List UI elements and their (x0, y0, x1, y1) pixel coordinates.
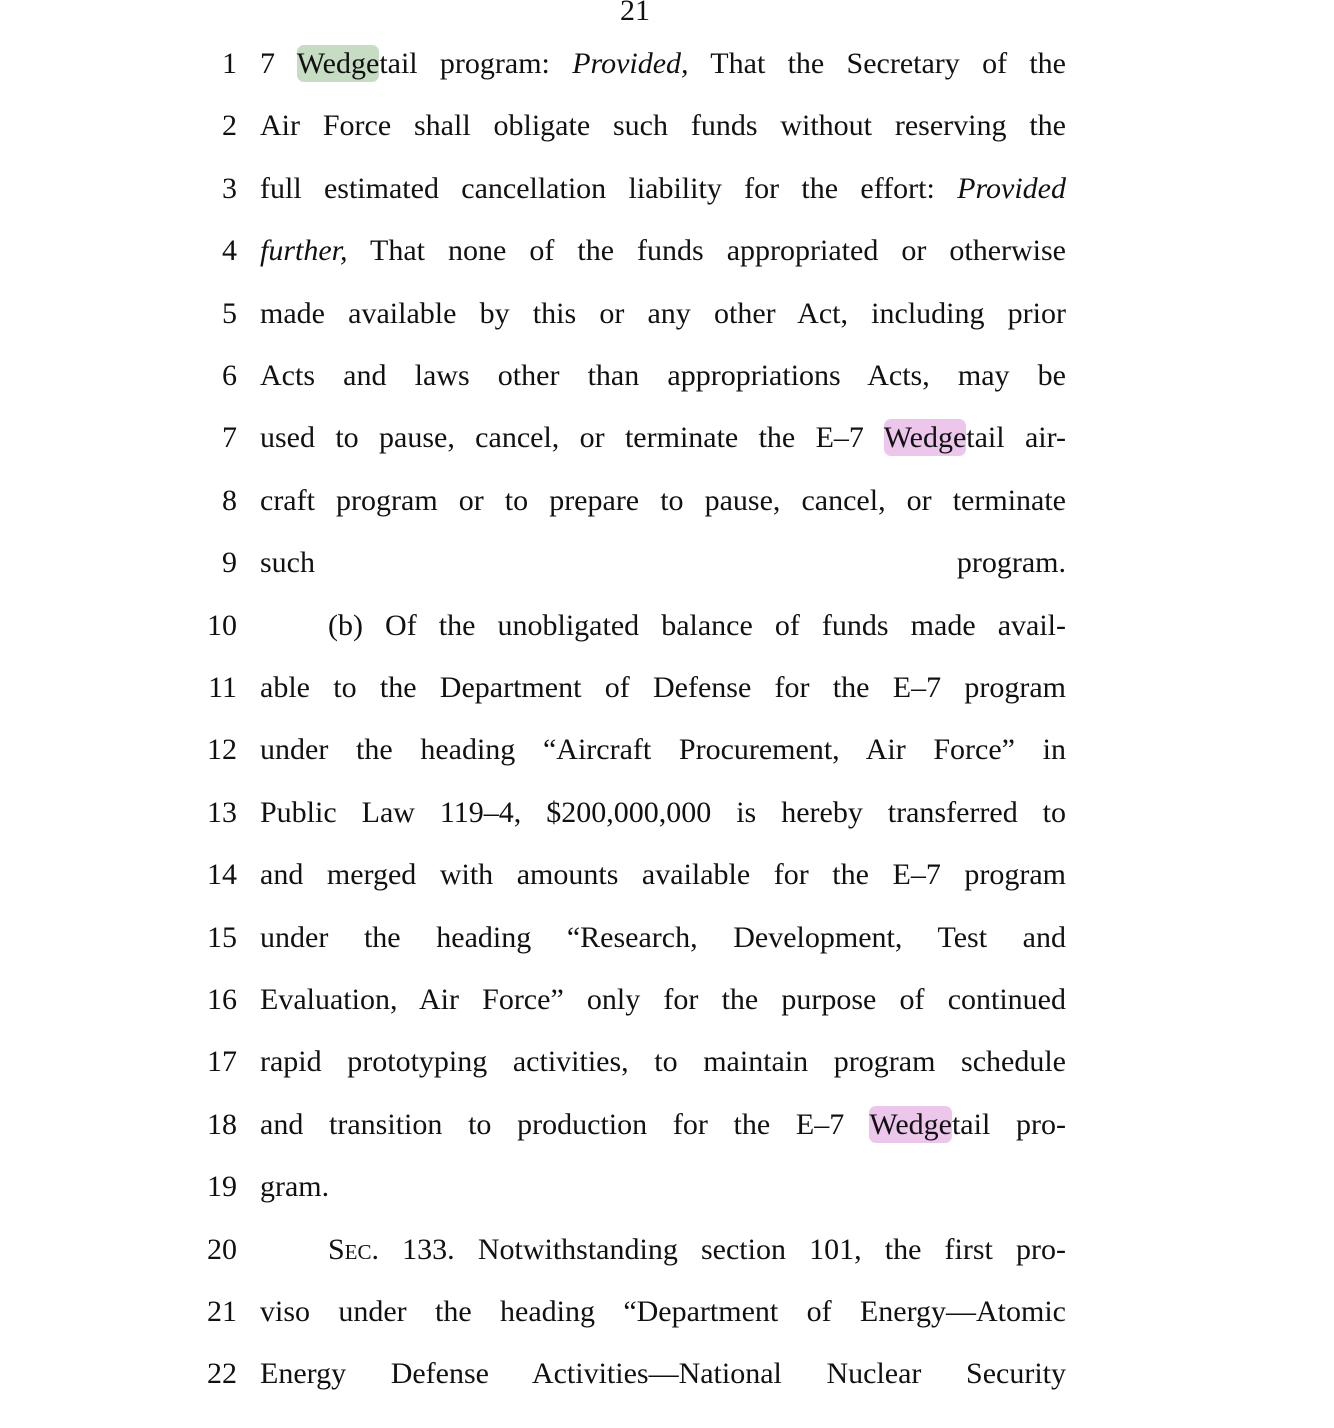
document-line (0, 481, 1334, 521)
line-text (260, 1105, 1066, 1145)
line-text (260, 1042, 1066, 1082)
document-line (0, 793, 1334, 833)
document-line (0, 855, 1334, 895)
document-line (0, 543, 1334, 583)
document-line (0, 169, 1334, 209)
line-number: 16 (207, 983, 237, 1016)
line-number: 20 (207, 1232, 237, 1266)
search-highlight: Wedge (869, 1107, 952, 1141)
text-segment: Energy Defense Activities—National Nuclear Security (260, 1357, 1066, 1391)
document-line (0, 356, 1334, 396)
line-text (328, 606, 1066, 646)
page-number: 21 (620, 0, 650, 27)
line-number: 18 (207, 1107, 237, 1141)
line-number: 5 (222, 296, 237, 330)
line-text (260, 231, 1066, 271)
text-segment: craft program or to prepare to pause, cancel, or terminate (260, 483, 1066, 517)
text-segment: (b) Of the unobligated balance of funds made avail- (328, 608, 1066, 642)
line-text (260, 1167, 1066, 1207)
line-number: 10 (207, 608, 237, 642)
document-line (0, 418, 1334, 458)
line-text (260, 668, 1066, 708)
line-number: 2 (222, 109, 237, 143)
text-segment: used to pause, cancel, or terminate the E–7 (260, 421, 884, 455)
text-segment: Acts and laws other than appropriations Acts, may be (260, 359, 1066, 392)
line-text (260, 980, 1066, 1020)
line-text (260, 730, 1066, 770)
line-number: 8 (222, 483, 237, 517)
line-text (260, 169, 1066, 209)
line-number: 9 (222, 546, 237, 580)
search-highlight: Wedge (296, 47, 380, 80)
document-line (0, 106, 1334, 146)
line-number: 19 (207, 1170, 237, 1204)
document-line (0, 1292, 1334, 1332)
line-number: 4 (222, 234, 237, 268)
text-segment: 133. Notwithstanding section 101, the first pro- (379, 1232, 1066, 1266)
line-number: 21 (207, 1295, 237, 1328)
text-segment: That none of the funds appropriated or otherwise (347, 234, 1066, 268)
text-segment: Air Force shall obligate such funds without reserving the (260, 109, 1066, 143)
document-line (0, 1167, 1334, 1207)
text-segment: That the Secretary of the (688, 47, 1066, 80)
line-text (260, 44, 1066, 84)
line-number: 3 (222, 171, 237, 205)
line-number: 6 (222, 359, 237, 392)
line-number: 22 (207, 1357, 237, 1391)
line-text (260, 793, 1066, 833)
document-line (0, 606, 1334, 646)
document-line (0, 44, 1334, 84)
line-text (260, 1354, 1066, 1394)
line-number: 17 (207, 1045, 237, 1079)
text-segment: Provided, (572, 47, 689, 80)
line-text (260, 481, 1066, 521)
line-number: 14 (207, 858, 237, 892)
document-line (0, 294, 1334, 334)
text-segment: such program. (260, 546, 1066, 580)
document-line (0, 1042, 1334, 1082)
line-text (260, 418, 1066, 458)
line-text (260, 543, 1066, 583)
text-segment: under the heading “Aircraft Procurement, Air Force” in (260, 733, 1066, 767)
line-text (260, 106, 1066, 146)
line-number: 7 (222, 421, 237, 455)
text-segment: tail program: (379, 47, 573, 80)
line-number: 15 (207, 920, 237, 954)
text-segment: tail pro- (951, 1107, 1066, 1141)
text-segment: tail air- (966, 421, 1066, 455)
text-segment: rapid prototyping activities, to maintain program schedule (260, 1045, 1066, 1079)
text-segment: Provided (957, 171, 1066, 205)
text-segment: 7 (260, 47, 297, 80)
line-text (260, 356, 1066, 396)
text-segment: able to the Department of Defense for the E–7 program (260, 671, 1066, 704)
line-number: 13 (207, 795, 237, 829)
document-line (0, 1354, 1334, 1394)
line-text (328, 1230, 1066, 1270)
text-segment: and transition to production for the E–7 (260, 1107, 870, 1141)
text-segment: Evaluation, Air Force” only for the purpose of continued (260, 983, 1066, 1016)
text-segment: under the heading “Research, Development, Test and (260, 920, 1066, 954)
text-segment: further, (260, 234, 348, 268)
line-text (260, 294, 1066, 334)
document-line (0, 668, 1334, 708)
search-highlight: Wedge (883, 421, 967, 455)
line-number: 1 (222, 47, 237, 80)
line-text (260, 1292, 1066, 1332)
line-number: 12 (207, 733, 237, 767)
document-line (0, 730, 1334, 770)
line-number: 11 (208, 671, 237, 704)
document-line (0, 231, 1334, 271)
text-segment: Sec. (328, 1232, 380, 1266)
document-line (0, 1105, 1334, 1145)
document-line (0, 980, 1334, 1020)
document-line (0, 1230, 1334, 1270)
line-text (260, 918, 1066, 958)
text-segment: made available by this or any other Act, including prior (260, 296, 1066, 330)
text-segment: viso under the heading “Department of Energy—Atomic (260, 1295, 1066, 1328)
line-text (260, 855, 1066, 895)
text-segment: gram. (260, 1170, 330, 1204)
document-line (0, 918, 1334, 958)
text-segment: and merged with amounts available for the E–7 program (260, 858, 1066, 892)
text-segment: full estimated cancellation liability for the effort: (260, 171, 958, 205)
text-segment: Public Law 119–4, $200,000,000 is hereby transferred to (260, 795, 1066, 829)
